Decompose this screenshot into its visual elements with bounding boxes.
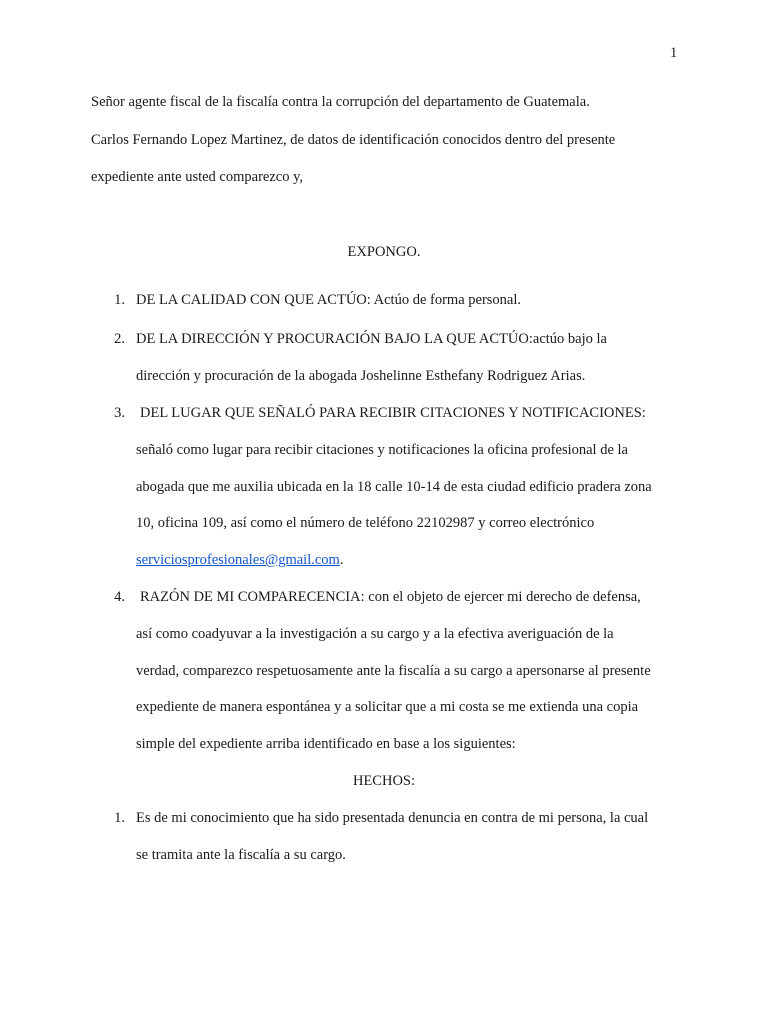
addressee-line: Señor agente fiscal de la fiscalía contra la corrupción del departamento de Guatemala.	[91, 94, 590, 110]
list-item-line: DEL LUGAR QUE SEÑALÓ PARA RECIBIR CITACIONES Y NOTIFICACIONES:	[140, 405, 646, 421]
list-item-line: simple del expediente arriba identificado en base a los siguientes:	[136, 736, 516, 752]
intro-line-2: expediente ante usted comparezco y,	[91, 169, 304, 185]
list-item-number: 1.	[114, 292, 125, 308]
list-item-line: 10, oficina 109, así como el número de teléfono 22102987 y correo electrónico	[136, 515, 595, 531]
expongo-heading: EXPONGO.	[347, 244, 421, 260]
list-item-line: RAZÓN DE MI COMPARECENCIA: con el objeto de ejercer mi derecho de defensa,	[140, 589, 641, 605]
email-line	[136, 551, 343, 569]
list-item-line: abogada que me auxilia ubicada en la 18 calle 10-14 de esta ciudad edificio pradera zona	[136, 479, 652, 495]
intro-line-1: Carlos Fernando Lopez Martinez, de datos de identificación conocidos dentro del presente	[91, 132, 616, 148]
list-item-line: señaló como lugar para recibir citaciones y notificaciones la oficina profesional de la	[136, 442, 628, 458]
list-item-line: verdad, comparezco respetuosamente ante la fiscalía a su cargo a apersonarse al presente	[136, 663, 651, 679]
email-suffix: .	[339, 552, 344, 568]
list-item-line: expediente de manera espontánea y a solicitar que a mi costa se me extienda una copia	[136, 699, 639, 715]
list-item-number: 2.	[114, 331, 125, 347]
hechos-heading: HECHOS:	[352, 773, 416, 789]
list-item-line: dirección y procuración de la abogada Joshelinne Esthefany Rodriguez Arias.	[136, 368, 586, 384]
list-item-line: DE LA CALIDAD CON QUE ACTÚO: Actúo de forma personal.	[136, 292, 522, 308]
list-item-number: 3.	[114, 405, 125, 421]
page-number: 1	[670, 45, 678, 61]
list-item-line: se tramita ante la fiscalía a su cargo.	[136, 847, 346, 863]
email-link[interactable]: serviciosprofesionales@gmail.com	[136, 552, 340, 568]
list-item-line: DE LA DIRECCIÓN Y PROCURACIÓN BAJO LA QUE ACTÚO:actúo bajo la	[136, 331, 607, 347]
list-item-number: 1.	[114, 810, 125, 826]
list-item-number: 4.	[114, 589, 125, 605]
list-item-line: Es de mi conocimiento que ha sido presentada denuncia en contra de mi persona, la cual	[136, 810, 649, 826]
list-item-line: así como coadyuvar a la investigación a su cargo y a la efectiva averiguación de la	[136, 626, 614, 642]
